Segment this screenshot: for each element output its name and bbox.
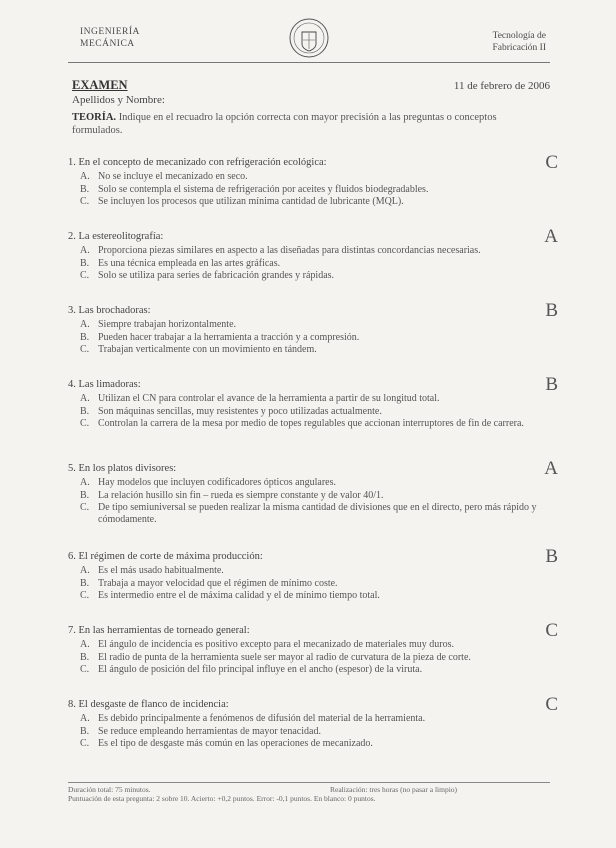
option-a [68,319,558,331]
question-5 [68,458,558,526]
question-4 [68,374,558,431]
option-c [68,738,558,750]
option-text: Pueden hacer trabajar a la herramienta a tracción y a compresión. [98,331,360,343]
option-c [68,196,558,208]
exam-title: EXAMEN [72,78,128,92]
option-text: Trabaja a mayor velocidad que el régimen de mínimo coste. [98,577,338,589]
option-text: Es intermedio entre el de máxima calidad y el de mínimo tiempo total. [98,590,380,601]
option-text: El radio de punta de la herramienta suele ser mayor al radio de curvatura de la pieza de corte. [98,651,471,663]
option-text: Solo se contempla el sistema de refrigeración por aceites y fluidos biodegradables. [98,183,429,195]
option-b [68,406,558,418]
option-letter: C. [80,502,90,513]
option-letter: B. [80,651,90,663]
footer-note: Realización: tres horas (no pasar a limpio) [330,785,458,794]
theory-label: TEORÍA. [72,112,117,123]
option-letter: C. [80,664,90,675]
option-c [68,418,558,430]
option-letter: A. [80,477,90,488]
name-label: Apellidos y Nombre: [72,94,165,106]
option-a [68,565,558,577]
option-letter: C. [80,344,90,355]
question-stem: 1. En el concepto de mecanizado con refrigeración ecológica: [68,157,327,168]
university-seal-icon [288,16,330,60]
option-text: Se reduce empleando herramientas de mayor tenacidad. [98,725,321,737]
option-text: Es el más usado habitualmente. [98,565,224,576]
option-text: Hay modelos que incluyen codificadores ópticos angulares. [98,477,336,488]
option-letter: A. [80,639,90,650]
footer-scoring: Puntuación de esta pregunta: 2 sobre 10. Acierto: +0,2 puntos. Error: -0,1 puntos. En blanco: 0 puntos. [68,794,376,803]
option-letter: C. [80,196,90,207]
course-line-2: Fabricación II [492,43,546,53]
option-letter: B. [80,725,90,737]
option-letter: B. [80,257,90,269]
question-stem: 4. Las limadoras: [68,379,141,390]
option-letter: C. [80,418,90,429]
option-text: Trabajan verticalmente con un movimiento en tándem. [98,344,317,355]
course-label [492,30,546,54]
option-b [68,578,558,590]
option-letter: B. [80,489,90,501]
option-a [68,245,558,257]
option-text: El ángulo de posición del filo principal influye en el ancho (espesor) de la viruta. [98,664,423,675]
option-letter: C. [80,270,90,281]
option-text: De tipo semiuniversal se pueden realizar la misma cantidad de divisiones que en el directo, pero más rápido y cómodamente. [98,502,537,525]
answer-box: B [545,374,558,395]
answer-box: C [545,694,558,715]
option-text: Solo se utiliza para series de fabricación grandes y rápidas. [98,270,335,281]
option-text: Es una técnica empleada en las artes gráficas. [98,257,281,269]
question-6 [68,546,558,603]
option-text: Se incluyen los procesos que utilizan mínima cantidad de lubricante (MQL). [98,196,404,207]
option-text: Es el tipo de desgaste más común en las operaciones de mecanizado. [98,738,373,749]
department-label [80,26,140,50]
option-c [68,502,558,525]
option-letter: B. [80,183,90,195]
option-letter: A. [80,171,90,182]
course-line-1: Tecnología de [492,31,546,41]
answer-box: B [545,546,558,567]
option-letter: C. [80,590,90,601]
option-a [68,477,558,489]
option-letter: C. [80,738,90,749]
answer-box: A [544,226,558,247]
option-a [68,713,558,725]
question-stem: 7. En las herramientas de torneado general: [68,625,250,636]
option-letter: B. [80,577,90,589]
question-8 [68,694,558,751]
option-a [68,171,558,183]
answer-box: B [545,300,558,321]
option-c [68,344,558,356]
option-letter: B. [80,405,90,417]
header-divider [68,62,550,63]
option-a [68,639,558,651]
theory-instructions [72,112,542,137]
option-letter: B. [80,331,90,343]
option-b [68,258,558,270]
option-text: Siempre trabajan horizontalmente. [98,319,237,330]
option-c [68,270,558,282]
exam-date: 11 de febrero de 2006 [453,80,550,92]
option-letter: A. [80,319,90,330]
option-letter: A. [80,565,90,576]
footer-divider [68,782,550,783]
answer-box: C [545,620,558,641]
option-text: Utilizan el CN para controlar el avance de la herramienta a partir de su longitud total. [98,393,440,404]
option-text: Es debido principalmente a fenómenos de difusión del material de la herramienta. [98,713,426,724]
question-stem: 2. La estereolitografía: [68,231,164,242]
question-2 [68,226,558,283]
option-c [68,590,558,602]
department-line-1: INGENIERÍA [80,27,140,37]
answer-box: C [545,152,558,173]
option-text: Proporciona piezas similares en aspecto a las diseñadas para distintas concordancias necesarias. [98,245,481,256]
question-7 [68,620,558,677]
option-letter: A. [80,245,90,256]
question-stem: 8. El desgaste de flanco de incidencia: [68,699,229,710]
question-stem: 5. En los platos divisores: [68,463,177,474]
footer-duration: Duración total: 75 minutos. [68,785,151,794]
option-b [68,726,558,738]
question-stem: 3. Las brochadoras: [68,305,151,316]
question-3 [68,300,558,357]
answer-box: A [544,458,558,479]
option-b [68,652,558,664]
option-text: Son máquinas sencillas, muy resistentes y poco utilizadas actualmente. [98,405,382,417]
option-b [68,184,558,196]
question-stem: 6. El régimen de corte de máxima producción: [68,551,263,562]
option-c [68,664,558,676]
option-letter: A. [80,713,90,724]
option-b [68,490,558,502]
theory-text: Indique en el recuadro la opción correcta con mayor precisión a las preguntas o conceptos formulados. [72,112,497,136]
option-text: La relación husillo sin fin – rueda es siempre constante y de valor 40/1. [98,489,384,501]
option-b [68,332,558,344]
option-text: Controlan la carrera de la mesa por medio de topes regulables que accionan interruptores de fin de carrera. [98,418,524,429]
option-text: No se incluye el mecanizado en seco. [98,171,248,182]
question-1 [68,152,558,209]
department-line-2: MECÁNICA [80,39,135,49]
option-letter: A. [80,393,90,404]
option-a [68,393,558,405]
option-text: El ángulo de incidencia es positivo excepto para el mecanizado de materiales muy duros. [98,639,454,650]
